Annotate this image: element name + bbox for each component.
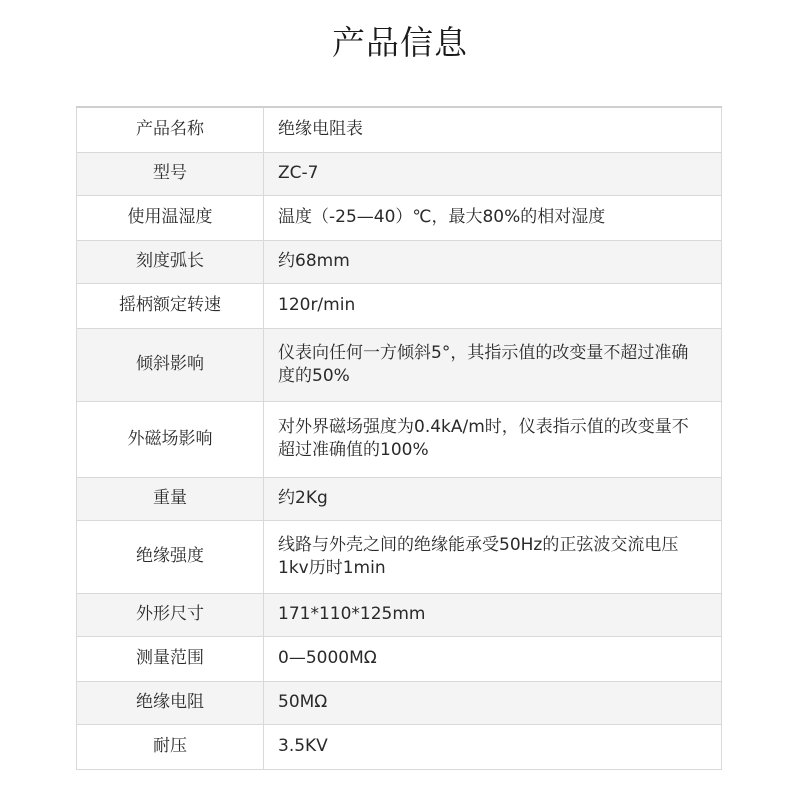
spec-value: 约2Kg <box>264 477 722 520</box>
table-row <box>77 283 722 328</box>
spec-value: 0—5000MΩ <box>264 636 722 681</box>
table-row <box>77 520 722 593</box>
table-row <box>77 240 722 283</box>
spec-label: 摇柄额定转速 <box>77 283 264 328</box>
table-row <box>77 152 722 195</box>
spec-value: 171*110*125mm <box>264 593 722 636</box>
page-title: 产品信息 <box>332 23 468 62</box>
spec-label: 型号 <box>77 152 264 195</box>
spec-value: 约68mm <box>264 240 722 283</box>
spec-label: 外形尺寸 <box>77 593 264 636</box>
table-row <box>77 681 722 724</box>
table-row <box>77 724 722 769</box>
table-row <box>77 636 722 681</box>
spec-label: 绝缘电阻 <box>77 681 264 724</box>
table-row <box>77 107 722 152</box>
spec-label: 倾斜影响 <box>77 328 264 401</box>
spec-value: 温度（-25—40）℃，最大80%的相对湿度 <box>264 195 722 240</box>
spec-label: 耐压 <box>77 724 264 769</box>
table-row <box>77 593 722 636</box>
spec-label: 刻度弧长 <box>77 240 264 283</box>
spec-label: 绝缘强度 <box>77 520 264 593</box>
spec-value: 50MΩ <box>264 681 722 724</box>
table-row <box>77 401 722 477</box>
spec-value: 3.5KV <box>264 724 722 769</box>
spec-value: ZC-7 <box>264 152 722 195</box>
spec-value: 对外界磁场强度为0.4kA/m时，仪表指示值的改变量不超过准确值的100% <box>264 401 722 477</box>
spec-value: 仪表向任何一方倾斜5°，其指示值的改变量不超过准确度的50% <box>264 328 722 401</box>
spec-value: 线路与外壳之间的绝缘能承受50Hz的正弦波交流电压1kv历时1min <box>264 520 722 593</box>
spec-label: 重量 <box>77 477 264 520</box>
spec-label: 使用温湿度 <box>77 195 264 240</box>
spec-label: 产品名称 <box>77 107 264 152</box>
product-spec-table <box>76 106 722 770</box>
spec-label: 测量范围 <box>77 636 264 681</box>
table-row <box>77 195 722 240</box>
table-row <box>77 328 722 401</box>
table-row <box>77 477 722 520</box>
spec-label: 外磁场影响 <box>77 401 264 477</box>
spec-value: 绝缘电阻表 <box>264 107 722 152</box>
spec-value: 120r/min <box>264 283 722 328</box>
